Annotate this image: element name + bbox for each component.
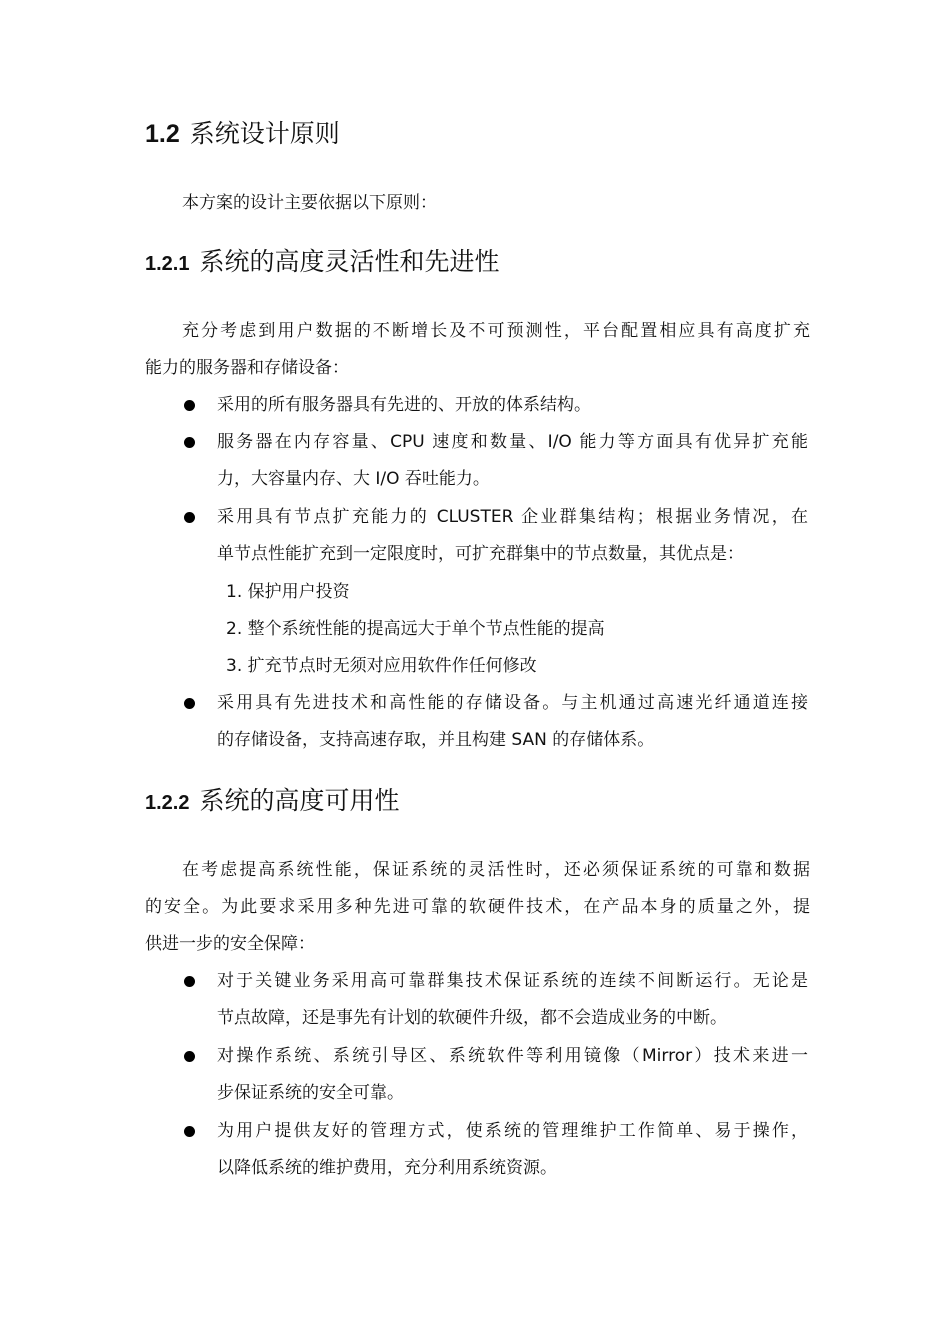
bullet-item <box>183 387 808 424</box>
bullet-item <box>183 963 808 1037</box>
subsection-heading-1 <box>145 245 500 281</box>
bullet-line: 采用的所有服务器具有先进的、开放的体系结构。 <box>217 395 591 415</box>
bullet-icon <box>184 400 195 411</box>
numbered-subitem: 2. 整个系统性能的提高远大于单个节点性能的提高 <box>226 619 605 639</box>
section-number: 1.2 <box>145 120 180 148</box>
bullet-item <box>183 1038 808 1112</box>
bullet-line: 对于关键业务采用高可靠群集技术保证系统的连续不间断运行。无论是 <box>217 971 808 991</box>
bullet-line: 采用具有先进技术和高性能的存储设备。与主机通过高速光纤通道连接 <box>217 693 808 713</box>
section-heading <box>145 116 340 152</box>
bullet-line: 的存储设备，支持高速存取，并且构建 SAN 的存储体系。 <box>217 730 655 750</box>
bullet-icon <box>184 1051 195 1062</box>
bullet-line: 对操作系统、系统引导区、系统软件等利用镜像（Mirror）技术来进一 <box>217 1046 808 1066</box>
bullet-line: 采用具有节点扩充能力的 CLUSTER 企业群集结构；根据业务情况，在 <box>217 507 808 527</box>
numbered-subitem: 1. 保护用户投资 <box>226 582 350 602</box>
subsection-1-paragraph <box>145 313 810 387</box>
subsection-2-paragraph <box>145 852 810 963</box>
paragraph-line: 本方案的设计主要依据以下原则： <box>182 193 437 213</box>
bullet-icon <box>184 976 195 987</box>
subsection-heading-2 <box>145 784 400 820</box>
bullet-line: 以降低系统的维护费用，充分利用系统资源。 <box>217 1158 557 1178</box>
subsection-title: 系统的高度灵活性和先进性 <box>199 247 500 276</box>
bullet-icon <box>184 512 195 523</box>
bullet-line: 为用户提供友好的管理方式，使系统的管理维护工作简单、易于操作， <box>217 1121 808 1141</box>
subsection-number: 1.2.2 <box>145 792 190 814</box>
bullet-line: 单节点性能扩充到一定限度时，可扩充群集中的节点数量，其优点是： <box>217 544 744 564</box>
bullet-line: 节点故障，还是事先有计划的软硬件升级，都不会造成业务的中断。 <box>217 1008 727 1028</box>
bullet-icon <box>184 1126 195 1137</box>
section-title: 系统设计原则 <box>189 119 340 148</box>
bullet-line: 服务器在内存容量、CPU 速度和数量、I/O 能力等方面具有优异扩充能 <box>217 432 808 452</box>
paragraph-line: 在考虑提高系统性能，保证系统的灵活性时，还必须保证系统的可靠和数据 <box>182 860 810 880</box>
subsection-title: 系统的高度可用性 <box>199 786 400 815</box>
bullet-item <box>183 424 808 498</box>
paragraph-line: 充分考虑到用户数据的不断增长及不可预测性，平台配置相应具有高度扩充 <box>182 321 810 341</box>
bullet-icon <box>184 698 195 709</box>
paragraph-line: 供进一步的安全保障： <box>145 934 315 954</box>
bullet-line: 步保证系统的安全可靠。 <box>217 1083 404 1103</box>
intro-paragraph <box>145 185 810 222</box>
bullet-item <box>183 685 808 759</box>
subsection-number: 1.2.1 <box>145 253 190 275</box>
paragraph-line: 能力的服务器和存储设备： <box>145 358 349 378</box>
numbered-subitem: 3. 扩充节点时无须对应用软件作任何修改 <box>226 656 537 676</box>
bullet-item <box>183 499 808 573</box>
paragraph-line: 的安全。为此要求采用多种先进可靠的软硬件技术，在产品本身的质量之外，提 <box>145 897 810 917</box>
bullet-item <box>183 1113 808 1187</box>
bullet-icon <box>184 437 195 448</box>
bullet-line: 力，大容量内存、大 I/O 吞吐能力。 <box>217 469 490 489</box>
